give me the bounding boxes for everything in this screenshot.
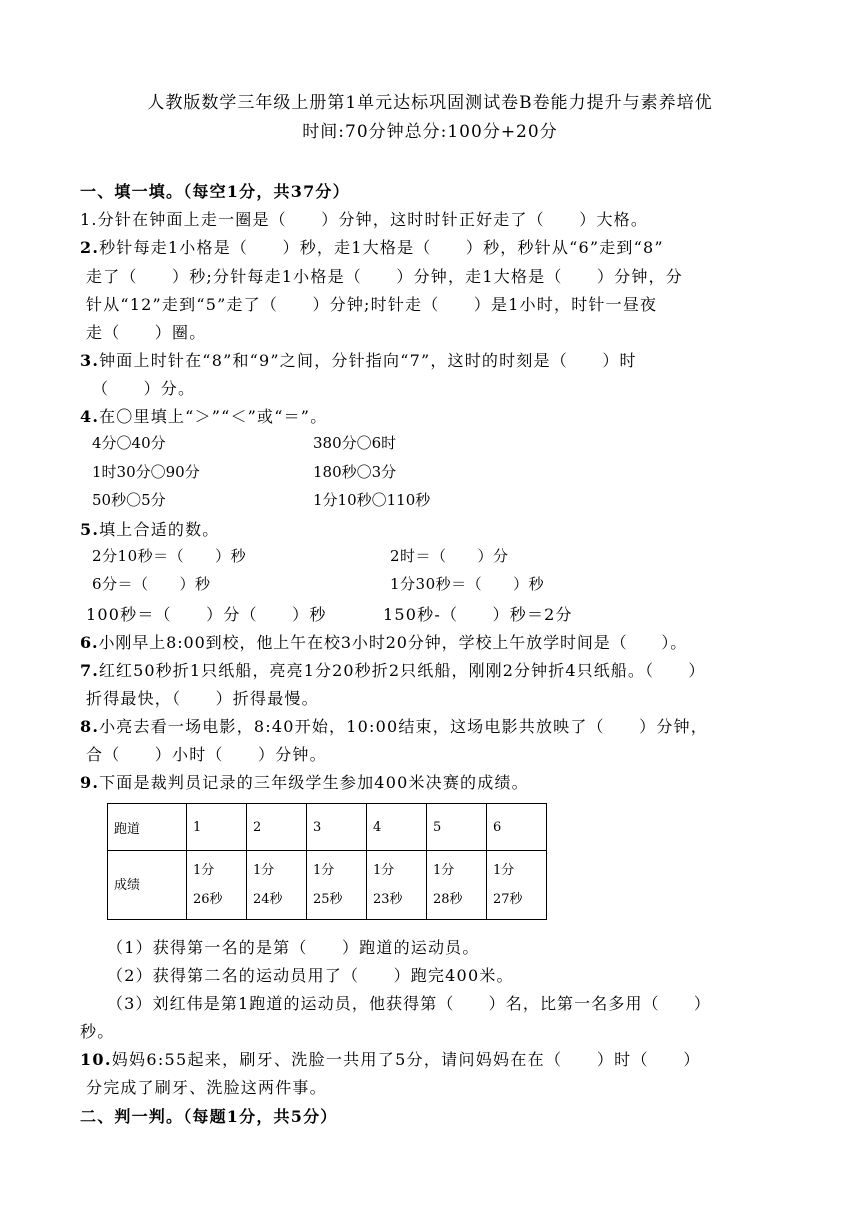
question-text: 小亮去看一场电影，8:40开始，10:00结束，这场电影共放映了（ ）分钟， bbox=[99, 717, 708, 736]
fill-item: 2分10秒＝（ ）秒 bbox=[92, 547, 247, 565]
time-seconds: 23秒 bbox=[373, 892, 403, 907]
table-cell: 跑道 bbox=[108, 804, 187, 851]
question-text: 下面是裁判员记录的三年级学生参加400米决赛的成绩。 bbox=[99, 773, 529, 792]
question-number: 5. bbox=[80, 520, 100, 539]
question-7-line-2: 折得最快，（ ）折得最慢。 bbox=[86, 689, 319, 708]
table-cell bbox=[307, 851, 367, 920]
fill-item: 1分30秒＝（ ）秒 bbox=[390, 575, 545, 593]
question-9-sub-1: （1）获得第一名的是第（ ）跑道的运动员。 bbox=[107, 938, 480, 957]
time-seconds: 28秒 bbox=[433, 892, 463, 907]
fill-item: 2时＝（ ）分 bbox=[390, 547, 509, 565]
fill-item: 100秒＝（ ）分（ ）秒 bbox=[86, 605, 327, 624]
time-minutes: 1分 bbox=[373, 863, 395, 878]
question-number: 9. bbox=[80, 773, 100, 792]
question-4-line-1 bbox=[80, 404, 327, 427]
question-5-line-1 bbox=[80, 517, 220, 540]
time-minutes: 1分 bbox=[493, 863, 515, 878]
question-9-sub-3-cont: 秒。 bbox=[80, 1022, 115, 1041]
question-text: 小刚早上8:00到校，他上午在校3小时20分钟，学校上午放学时间是（ ）。 bbox=[98, 633, 688, 652]
race-results-table bbox=[107, 803, 547, 920]
table-cell: 5 bbox=[427, 804, 487, 851]
question-number: 7. bbox=[80, 661, 99, 680]
table-cell: 4 bbox=[367, 804, 427, 851]
time-minutes: 1分 bbox=[313, 863, 335, 878]
question-number: 10. bbox=[80, 1050, 112, 1069]
section-2-heading: 二、判一判。（每题1分，共5分） bbox=[80, 1107, 338, 1126]
table-cell bbox=[427, 851, 487, 920]
section-1-heading: 一、填一填。（每空1分，共37分） bbox=[80, 182, 350, 201]
compare-item: 1时30分〇90分 bbox=[92, 463, 200, 481]
table-cell bbox=[247, 851, 307, 920]
fill-item: 150秒-（ ）秒＝2分 bbox=[383, 605, 573, 624]
time-minutes: 1分 bbox=[433, 863, 455, 878]
question-number: 2. bbox=[80, 238, 100, 257]
question-text: 红红50秒折1只纸船，亮亮1分20秒折2只纸船，刚刚2分钟折4只纸船。（ ） bbox=[98, 661, 706, 680]
question-9-sub-2: （2）获得第二名的运动员用了（ ）跑完400米。 bbox=[107, 966, 514, 985]
time-seconds: 24秒 bbox=[253, 892, 283, 907]
question-8-line-1 bbox=[80, 714, 708, 737]
compare-item: 1分10秒〇110秒 bbox=[313, 491, 431, 509]
table-cell: 3 bbox=[307, 804, 367, 851]
table-cell: 6 bbox=[487, 804, 547, 851]
compare-item: 180秒〇3分 bbox=[313, 463, 397, 481]
question-3-line-1 bbox=[80, 348, 637, 371]
table-cell bbox=[367, 851, 427, 920]
question-text: 钟面上时针在“8”和“9”之间，分针指向“7”，这时的时刻是（ ）时 bbox=[99, 351, 637, 370]
question-2-line-3: 针从“12”走到“5”走了（ ）分钟;时针走（ ）是1小时，时针一昼夜 bbox=[86, 295, 658, 314]
question-10-line-2: 分完成了刷牙、洗脸这两件事。 bbox=[86, 1078, 327, 1097]
question-7-line-1 bbox=[80, 658, 705, 681]
question-10-line-1 bbox=[80, 1047, 701, 1070]
time-minutes: 1分 bbox=[253, 863, 275, 878]
question-number: 3. bbox=[80, 351, 100, 370]
table-row bbox=[108, 804, 547, 851]
time-seconds: 27秒 bbox=[493, 892, 523, 907]
table-cell: 2 bbox=[247, 804, 307, 851]
compare-item: 4分〇40分 bbox=[92, 434, 166, 452]
question-9-line-1 bbox=[80, 770, 529, 793]
time-seconds: 26秒 bbox=[193, 892, 223, 907]
time-seconds: 25秒 bbox=[313, 892, 343, 907]
question-number: 6. bbox=[80, 633, 99, 652]
question-2-line-2: 走了（ ）秒;分针每走1小格是（ ）分钟，走1大格是（ ）分钟，分 bbox=[86, 267, 683, 286]
table-cell bbox=[487, 851, 547, 920]
table-row bbox=[108, 851, 547, 920]
question-text: 在〇里填上“＞”“＜”或“＝”。 bbox=[99, 407, 328, 426]
question-2-line-4: 走（ ）圈。 bbox=[86, 323, 207, 342]
table-cell bbox=[187, 851, 247, 920]
exam-title: 人教版数学三年级上册第1单元达标巩固测试卷B卷能力提升与素养培优 bbox=[147, 93, 713, 113]
fill-item: 6分＝（ ）秒 bbox=[92, 575, 211, 593]
table-cell: 1 bbox=[187, 804, 247, 851]
question-text: 填上合适的数。 bbox=[99, 520, 220, 539]
exam-subtitle: 时间:70分钟总分:100分+20分 bbox=[302, 122, 558, 142]
question-text: 秒针每走1小格是（ ）秒，走1大格是（ ）秒，秒针从“6”走到“8” bbox=[99, 238, 664, 257]
compare-item: 50秒〇5分 bbox=[92, 491, 166, 509]
time-minutes: 1分 bbox=[193, 863, 215, 878]
question-6 bbox=[80, 630, 687, 653]
question-number: 4. bbox=[80, 407, 100, 426]
table-cell: 成绩 bbox=[108, 851, 187, 920]
question-2-line-1 bbox=[80, 235, 664, 258]
question-1: 1.分针在钟面上走一圈是（ ）分钟，这时时针正好走了（ ）大格。 bbox=[80, 210, 649, 229]
question-9-sub-3: （3）刘红伟是第1跑道的运动员，他获得第（ ）名，比第一名多用（ ） bbox=[107, 994, 711, 1013]
question-number: 8. bbox=[80, 717, 100, 736]
question-3-line-2: （ ）分。 bbox=[92, 379, 196, 398]
compare-item: 380分〇6时 bbox=[313, 434, 397, 452]
question-text: 妈妈6:55起来，刷牙、洗脸一共用了5分，请问妈妈在在（ ）时（ ） bbox=[111, 1050, 701, 1069]
question-8-line-2: 合（ ）小时（ ）分钟。 bbox=[86, 745, 327, 764]
